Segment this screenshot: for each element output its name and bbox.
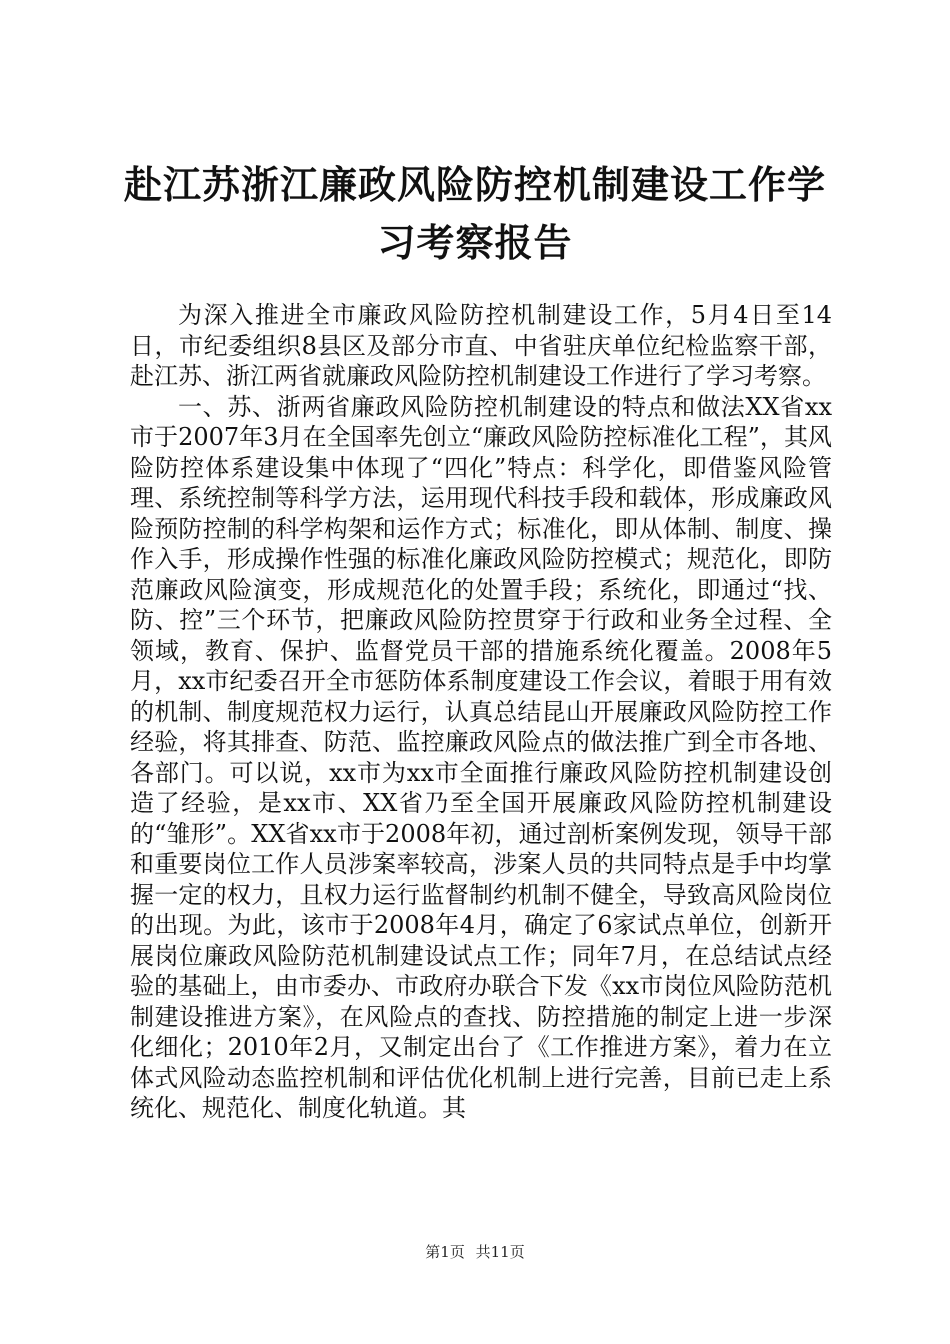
document-title: 赴江苏浙江廉政风险防控机制建设工作学习考察报告 <box>123 163 826 265</box>
page-number: 第1页 <box>425 1243 465 1261</box>
page-total: 共11页 <box>475 1243 525 1261</box>
page-footer <box>0 1242 950 1262</box>
document-body <box>130 300 832 1124</box>
paragraph-section-one: 一、苏、浙两省廉政风险防控机制建设的特点和做法XX省xx市于2007年3月在全国率先创立“廉政风险防控标准化工程”，其风险防控体系建设集中体现了“四化”特点：科学化，即借鉴风险管理、系统控制等科学方法，运用现代科技手段和载体，形成廉政风险预防控制的科学构架和运作方式；标准化，即从体制、制度、操作入手，形成操作性强的标准化廉政风险防控模式；规范化，即防范廉政风险演变，形成规范化的处置手段；系统化，即通过“找、防、控”三个环节，把廉政风险防控贯穿于行政和业务全过程、全领域，教育、保护、监督党员干部的措施系统化覆盖。2008年5月，xx市纪委召开全市惩防体系制度建设工作会议，着眼于用有效的机制、制度规范权力运行，认真总结昆山开展廉政风险防控工作经验，将其排查、防范、监控廉政风险点的做法推广到全市各地、各部门。可以说，xx市为xx市全面推行廉政风险防控机制建设创造了经验，是xx市、XX省乃至全国开展廉政风险防控机制建设的“雏形”。XX省xx市于2008年初，通过剖析案例发现，领导干部和重要岗位工作人员涉案率较高，涉案人员的共同特点是手中均掌握一定的权力，且权力运行监督制约机制不健全，导致高风险岗位的出现。为此，该市于2008年4月，确定了6家试点单位，创新开展岗位廉政风险防范机制建设试点工作；同年7月，在总结试点经验的基础上，由市委办、市政府办联合下发《xx市岗位风险防范机制建设推进方案》，在风险点的查找、防控措施的制定上进一步深化细化；2010年2月，又制定出台了《工作推进方案》，着力在立体式风险动态监控机制和评估优化机制上进行完善，目前已走上系统化、规范化、制度化轨道。其 <box>130 392 832 1122</box>
paragraph-intro: 为深入推进全市廉政风险防控机制建设工作，5月4日至14日，市纪委组织8县区及部分市直、中省驻庆单位纪检监察干部，赴江苏、浙江两省就廉政风险防控机制建设工作进行了学习考察。 <box>130 301 832 390</box>
